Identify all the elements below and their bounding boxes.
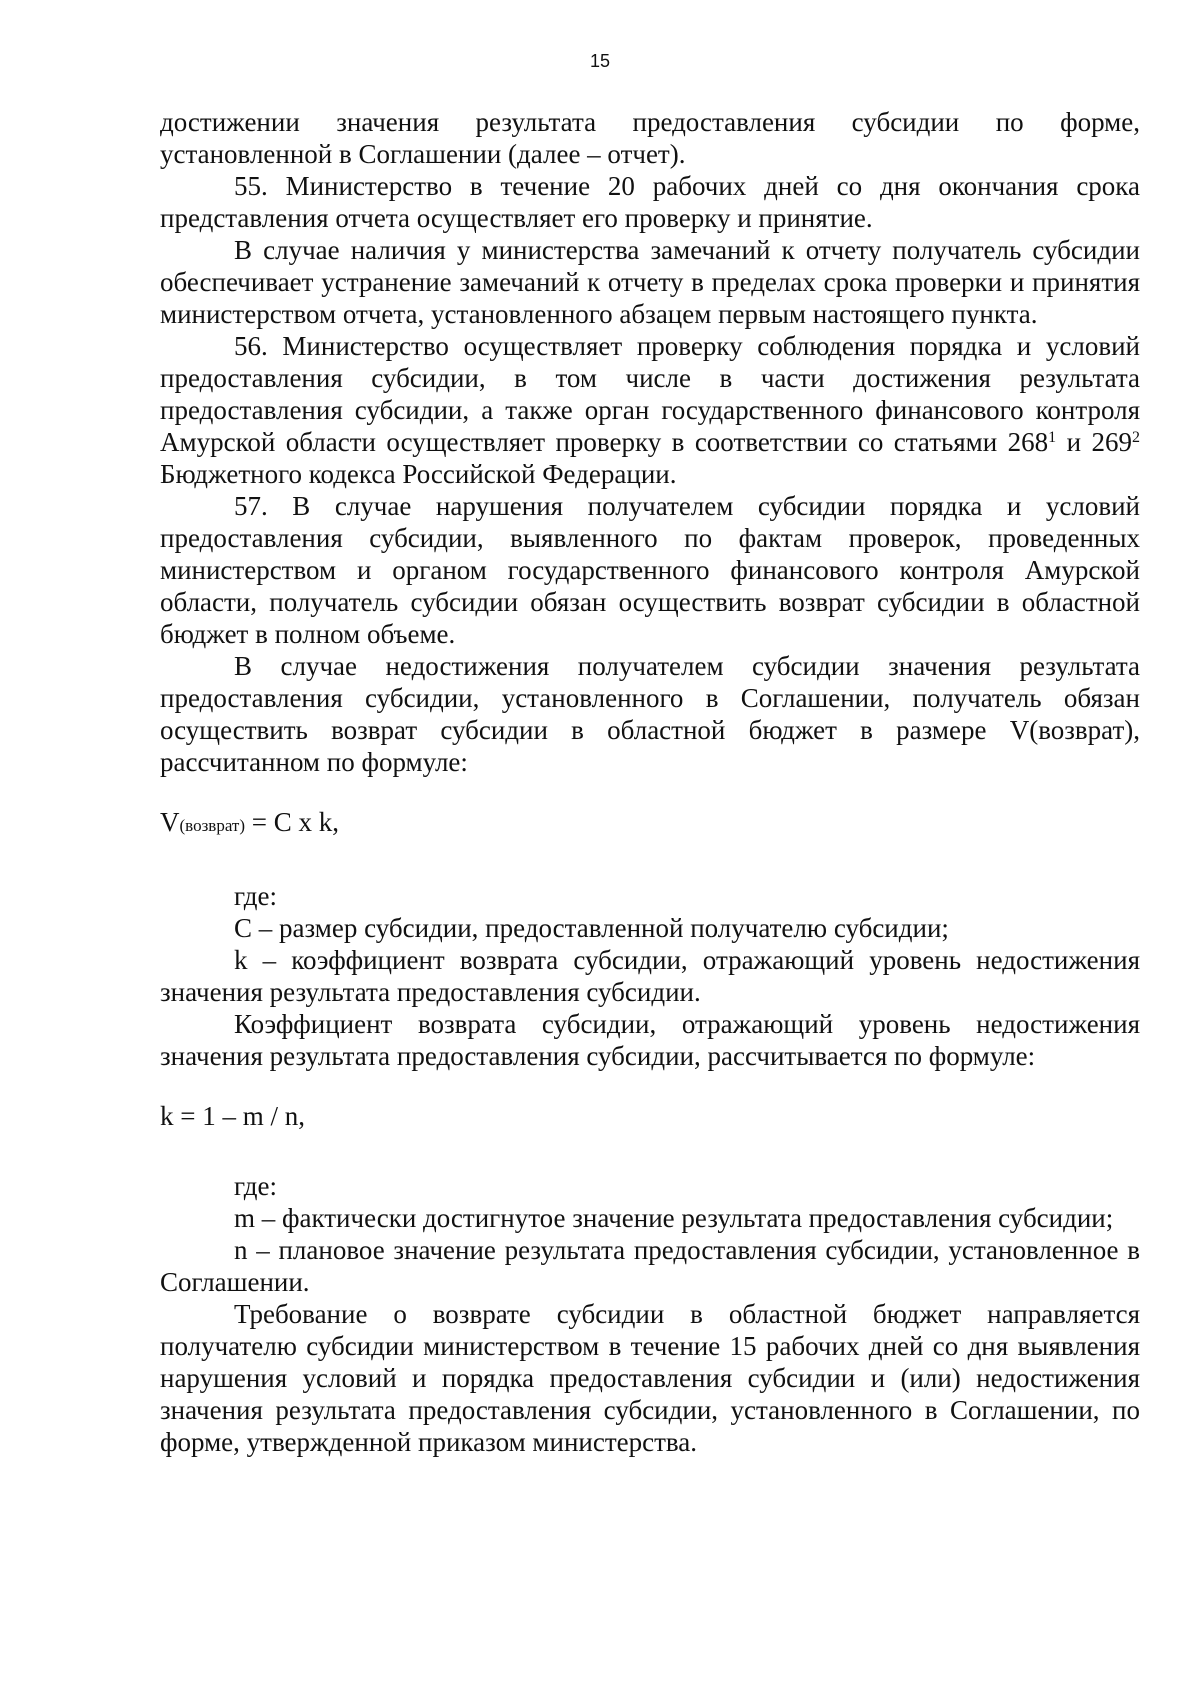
paragraph-remarks: В случае наличия у министерства замечаний к отчету получатель субсидии обеспечивает устранение замечаний к отчету в пределах срока проверки и принятия министерством отчета, установленного абзацем первым настоящего пункта.: [160, 235, 1140, 329]
paragraph-continuation: достижении значения результата предоставления субсидии по форме, установленной в Соглашении (далее – отчет).: [160, 107, 1140, 169]
superscript-1: 1: [1048, 429, 1057, 446]
formula-v-rest: = C x k,: [245, 807, 340, 837]
page-number: 15: [589, 51, 611, 71]
formula-v: V: [160, 807, 180, 837]
paragraph-55: 55. Министерство в течение 20 рабочих дней со дня окончания срока представления отчета осуществляет его проверку и принятие.: [160, 171, 1140, 233]
definition-n: n – плановое значение результата предоставления субсидии, установленное в Соглашении.: [160, 1235, 1140, 1297]
formula-return-amount: [160, 806, 1140, 842]
where-label-1: где:: [234, 881, 277, 911]
paragraph-return-shortfall: В случае недостижения получателем субсидии значения результата предоставления субсидии, установленного в Соглашении, получатель обязан осуществить возврат субсидии в областной бюджет в размере V(возврат), рассчитанном по формуле:: [160, 651, 1140, 777]
paragraph-56: [160, 330, 1140, 490]
definition-c: C – размер субсидии, предоставленной получателю субсидии;: [234, 913, 949, 943]
where-label-2: где:: [234, 1171, 277, 1201]
paragraph-57: 57. В случае нарушения получателем субсидии порядка и условий предоставления субсидии, выявленного по фактам проверок, проведенных министерством и органом государственного финансового контроля Амурской области, получатель субсидии обязан осуществить возврат субсидии в областной бюджет в полном объеме.: [160, 491, 1140, 649]
paragraph-return-demand: Требование о возврате субсидии в областной бюджет направляется получателю субсидии министерством в течение 15 рабочих дней со дня выявления нарушения условий и порядка предоставления субсидии и (или) недостижения значения результата предоставления субсидии, установленного в Соглашении, по форме, утвержденной приказом министерства.: [160, 1299, 1140, 1457]
document-body: [160, 106, 1140, 1458]
paragraph-56-text-end: Бюджетного кодекса Российской Федерации.: [160, 459, 677, 489]
definition-m: m – фактически достигнутое значение результата предоставления субсидии;: [234, 1203, 1114, 1233]
paragraph-56-text-start: 56. Министерство осуществляет проверку соблюдения порядка и условий предоставления субсидии, в том числе в части достижения результата предоставления субсидии, а также орган государственного финансового контроля Амурской области осуществляет проверку в соответствии со статьями 268: [160, 331, 1140, 457]
definition-k: k – коэффициент возврата субсидии, отражающий уровень недостижения значения результата предоставления субсидии.: [160, 945, 1140, 1007]
paragraph-coefficient: Коэффициент возврата субсидии, отражающий уровень недостижения значения результата предоставления субсидии, рассчитывается по формуле:: [160, 1009, 1140, 1071]
superscript-2: 2: [1132, 429, 1141, 446]
formula-coefficient: k = 1 – m / n,: [160, 1101, 305, 1131]
formula-v-subscript: (возврат): [179, 816, 246, 835]
paragraph-56-text-mid: и 269: [1056, 427, 1133, 457]
